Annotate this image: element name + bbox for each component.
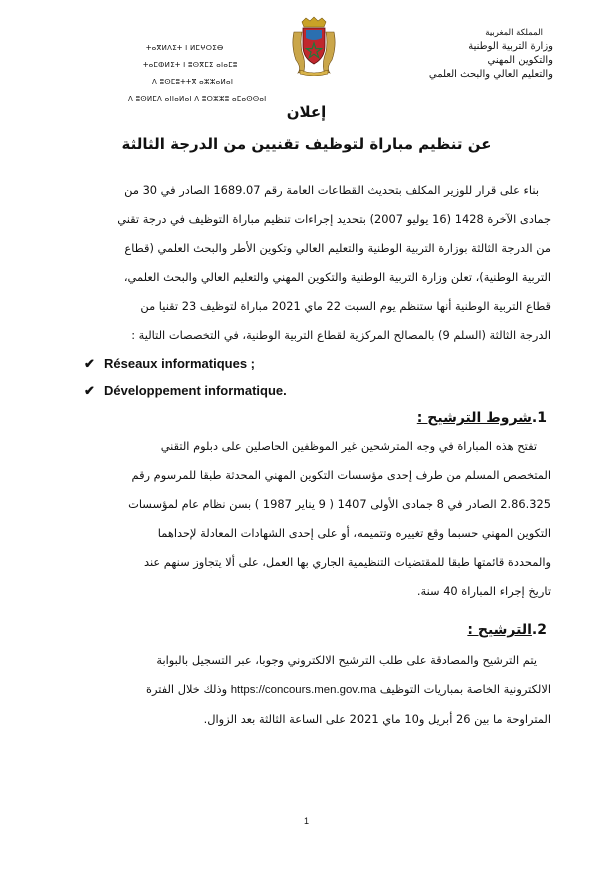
section-2-paragraph: [66, 646, 551, 734]
coat-of-arms-icon: [288, 16, 340, 76]
section-line: المتخصص المسلم من طرف إحدى مؤسسات التكوين المهني المحدثة طبقا للمرسوم رقم: [131, 468, 551, 482]
section-line: تفتح هذه المباراة في وجه المترشحين غير الموظفين الحاصلين على دبلوم التقني: [160, 439, 537, 453]
ministry-name-arabic: [393, 26, 553, 82]
checkmark-icon: ✔: [84, 383, 95, 398]
section-line: التكوين المهني حسبما وقع تغييره وتتميمه، أو على إحدى الشهادات المعادلة لإحداهما: [157, 526, 551, 540]
section-line: يتم الترشيح والمصادقة على طلب الترشيح الالكتروني وجوبا، عبر التسجيل بالبوابة: [156, 653, 537, 667]
page-number: 1: [303, 816, 309, 826]
tifinagh-line-4: ⴷ ⵓⵙⵍⵎⴷ ⴰⵏⵏⴰⵍⴰⵏ ⴷ ⵓⵔⵣⵣⵓ ⴰⵎⴰⵙⵙⴰⵏ: [128, 95, 267, 103]
intro-line: الدرجة الثالثة (السلم 9) بالمصالح المركزية لقطاع التربية الوطنية، في التخصصات التالية :: [131, 328, 551, 342]
section-title: الترشيح :: [467, 622, 532, 638]
specialty-item: [84, 380, 287, 402]
section-line: تاريخ إجراء المباراة 40 سنة.: [416, 584, 551, 598]
section-heading: [467, 622, 547, 638]
ministry-line-2: والتكوين المهني: [487, 55, 553, 66]
tifinagh-line-3: ⴷ ⵓⵙⵎⵓⵜⵜⴳ ⴰⵣⵣⴰⵍⴰⵏ: [152, 78, 234, 86]
intro-paragraph: [66, 176, 551, 350]
section-number: 1.: [531, 410, 547, 426]
intro-line: من الدرجة الثالثة بوزارة التربية الوطنية والتعليم العالي وتكوين الأطر والبحث العلمي (قطاع: [124, 241, 551, 255]
ministry-line-3: والتعليم العالي والبحث العلمي: [428, 69, 553, 80]
line-text: الالكترونية الخاصة بمباريات التوظيف: [379, 682, 551, 696]
tifinagh-line-1: ⵜⴰⴳⵍⴷⵉⵜ ⵏ ⵍⵎⵖⵔⵉⴱ: [146, 44, 224, 52]
section-number: 2.: [531, 622, 547, 638]
kingdom-label: المملكة المغربية: [485, 28, 543, 38]
checkmark-icon: ✔: [84, 356, 95, 371]
section-line: 2.86.325 الصادر في 8 جمادى الأولى 1407 ( 9 يناير 1987 ) بسن نظام عام لمؤسسات: [128, 497, 551, 511]
intro-line: جمادى الآخرة 1428 (16 يوليو 2007) بتحديد إجراءات تنظيم مباراة التوظيف في درجة تقني: [117, 212, 551, 226]
intro-line: التربية الوطنية)، تعلن وزارة التربية الوطنية والتكوين المهني والتعليم العالي والبحث العلمي،: [123, 270, 551, 284]
section-line: المتراوحة ما بين 26 أبريل و10 ماي 2021 على الساعة الثالثة بعد الزوال.: [203, 712, 551, 726]
section-line: والمحددة قائمتها طبقا للمقتضيات التنظيمية الجاري بها العمل، على ألا يتجاوز سنهم عند: [143, 555, 551, 569]
section-heading: [417, 410, 547, 426]
tifinagh-line-2: ⵜⴰⵎⵀⵍⵉⵜ ⵏ ⵓⵙⴳⵎⵉ ⴰⵏⴰⵎⵓ: [143, 61, 238, 69]
line-text: وذلك خلال الفترة: [146, 682, 228, 696]
specialty-item: [84, 353, 255, 375]
portal-link[interactable]: https://concours.men.gov.ma: [230, 684, 377, 696]
ministry-name-tifinagh: [128, 40, 278, 108]
announcement-title: إعلان: [286, 103, 327, 121]
section-title: شروط الترشيح :: [416, 410, 532, 426]
specialty-label: Réseaux informatiques ;: [104, 356, 255, 371]
section-1-paragraph: [66, 432, 551, 606]
intro-line: بناء على قرار للوزير المكلف بتحديث القطاعات العامة رقم 1689.07 الصادر في 30 من: [124, 183, 539, 197]
announcement-subtitle: عن تنظيم مباراة لتوظيف تقنيين من الدرجة الثالثة: [121, 135, 492, 153]
section-line: [66, 675, 551, 705]
specialty-label: Développement informatique.: [104, 383, 287, 398]
intro-line: قطاع التربية الوطنية أنها ستنظم يوم السبت 22 ماي 2021 مباراة لتوظيف 23 تقنيا من: [140, 299, 551, 313]
ministry-line-1: وزارة التربية الوطنية: [468, 41, 553, 52]
